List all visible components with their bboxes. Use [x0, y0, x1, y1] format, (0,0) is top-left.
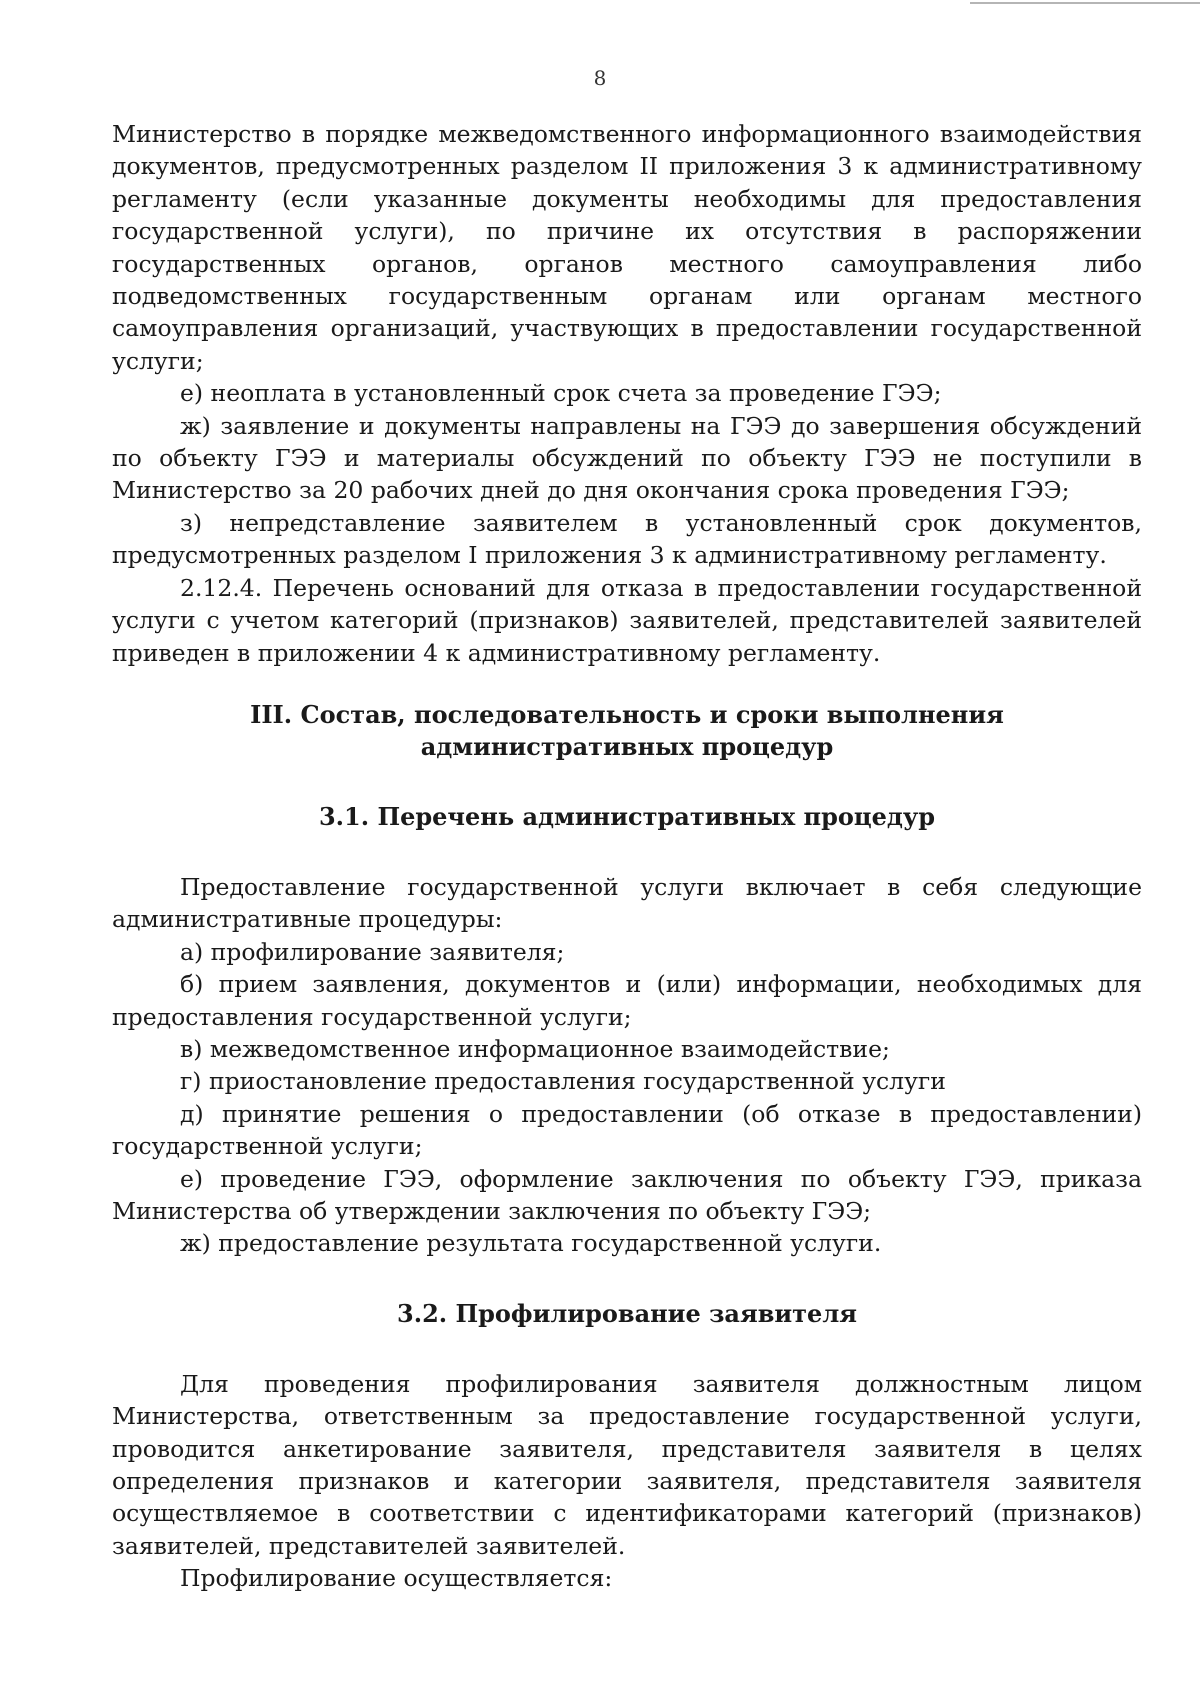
procedure-item-v: в) межведомственное информационное взаимодействие;: [180, 1034, 890, 1063]
list-item-e: е) неоплата в установленный срок счета за проведение ГЭЭ;: [180, 379, 942, 408]
subsection-3-2-paragraph: Для проведения профилирования заявителя должностным лицом Министерства, ответственным за предоставление государственной услуги, проводится анкетирование заявителя, представителя заявителя в целях определения признаков и категории заявителя, представителя заявителя осуществляемое в соответствии с идентификаторами категорий (признаков) заявителей, представителей заявителей.: [112, 1369, 1142, 1560]
page-number: 8: [593, 66, 607, 90]
subsection-3-1-heading: 3.1. Перечень административных процедур: [318, 801, 935, 831]
list-item-zh: ж) заявление и документы направлены на ГЭЭ до завершения обсуждений по объекту ГЭЭ и материалы обсуждений по объекту ГЭЭ не поступили в Министерство за 20 рабочих дней до дня окончания срока проведения ГЭЭ;: [112, 411, 1142, 505]
paragraph-2-12-4: 2.12.4. Перечень оснований для отказа в предоставлении государственной услуги с учетом категорий (признаков) заявителей, представителей заявителей приведен в приложении 4 к административному регламенту.: [112, 573, 1142, 667]
procedure-item-d: д) принятие решения о предоставлении (об отказе в предоставлении) государственной услуги;: [112, 1099, 1142, 1161]
procedure-item-zh: ж) предоставление результата государственной услуги.: [180, 1229, 882, 1258]
procedure-item-b: б) прием заявления, документов и (или) информации, необходимых для предоставления государственной услуги;: [112, 970, 1142, 1031]
section-3-heading-line2: административных процедур: [420, 731, 834, 761]
document-body: [112, 118, 1142, 1595]
subsection-3-1-intro: Предоставление государственной услуги включает в себя следующие административные процедуры:: [112, 872, 1142, 934]
section-3-heading-line1: III. Состав, последовательность и сроки выполнения: [250, 699, 1004, 729]
procedure-item-g: г) приостановление предоставления государственной услуги: [180, 1067, 946, 1096]
top-edge-line: [970, 2, 1200, 4]
paragraph-continuation: Министерство в порядке межведомственного информационного взаимодействия документов, предусмотренных разделом II приложения 3 к административному регламенту (если указанные документы необходимы для предоставления государственной услуги), по причине их отсутствия в распоряжении государственных органов, органов местного самоуправления либо подведомственных государственным органам или органам местного самоуправления организаций, участвующих в предоставлении государственной услуги;: [112, 120, 1142, 375]
section-3-heading: [112, 699, 1142, 763]
list-item-z: з) непредставление заявителем в установленный срок документов, предусмотренных разделом I приложения 3 к административному регламенту.: [112, 508, 1142, 570]
procedure-item-a: а) профилирование заявителя;: [180, 937, 565, 966]
procedure-item-e: е) проведение ГЭЭ, оформление заключения по объекту ГЭЭ, приказа Министерства об утверждении заключения по объекту ГЭЭ;: [112, 1164, 1142, 1225]
subsection-3-2-paragraph-2: Профилирование осуществляется:: [180, 1564, 613, 1593]
subsection-3-2-heading: 3.2. Профилирование заявителя: [397, 1298, 857, 1328]
